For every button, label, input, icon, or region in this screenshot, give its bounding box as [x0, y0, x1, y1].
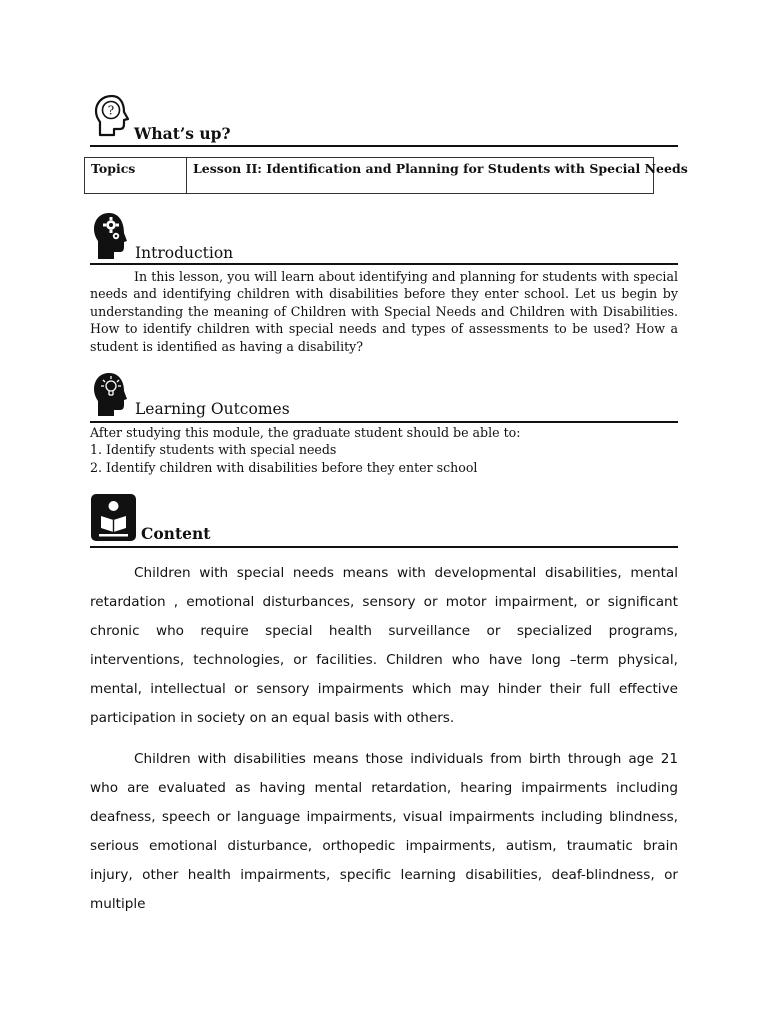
introduction-title: Introduction	[135, 244, 234, 262]
introduction-paragraph	[90, 268, 678, 355]
content-title: Content	[141, 524, 211, 543]
topics-label-cell: Topics	[85, 158, 187, 193]
content-header	[90, 523, 678, 548]
topics-table	[84, 157, 688, 194]
list-item: 2. Identify children with disabilities before they enter school	[90, 459, 478, 475]
learning-outcomes-list	[90, 424, 678, 476]
topics-value-cell: Lesson II: Identification and Planning for Students with Special Needs	[193, 161, 688, 176]
content-text-1: Children with special needs means with developmental disabilities, mental retardation , emotional disturbances, sensory or motor impairment, or significant chronic who require special health surveillance or specialized programs, interventions, technologies, or facilities. Children who have long –term physical, mental, intellectual or sensory impairments which may hinder their full effective participation in society on an equal basis with others.	[90, 565, 678, 726]
content-paragraph-2	[90, 745, 678, 919]
learning-outcomes-header	[90, 399, 678, 423]
introduction-header	[90, 244, 678, 265]
whats-up-title: What’s up?	[134, 124, 231, 143]
whats-up-header	[90, 124, 678, 147]
introduction-text: In this lesson, you will learn about identifying and planning for students with special needs and identifying children with disabilities before they enter school. Let us begin by understanding the meaning of Children with Special Needs and Children with Disabilities. How to identify children with special needs and types of assessments to be used? How a student is identified as having a disability?	[90, 269, 678, 354]
content-paragraph-1	[90, 559, 678, 733]
list-item: 1. Identify students with special needs	[90, 442, 337, 458]
content-text-2: Children with disabilities means those individuals from birth through age 21 who are evaluated as having mental retardation, hearing impairments including deafness, speech or language impairments, visual impairments including blindness, serious emotional disturbance, orthopedic impairments, autism, traumatic brain injury, other health impairments, specific learning disabilities, deaf-blindness, or multiple	[90, 751, 678, 912]
learning-outcomes-intro: After studying this module, the graduate student should be able to:	[90, 425, 521, 440]
learning-outcomes-title: Learning Outcomes	[135, 400, 290, 418]
svg-text:?: ?	[107, 103, 115, 118]
